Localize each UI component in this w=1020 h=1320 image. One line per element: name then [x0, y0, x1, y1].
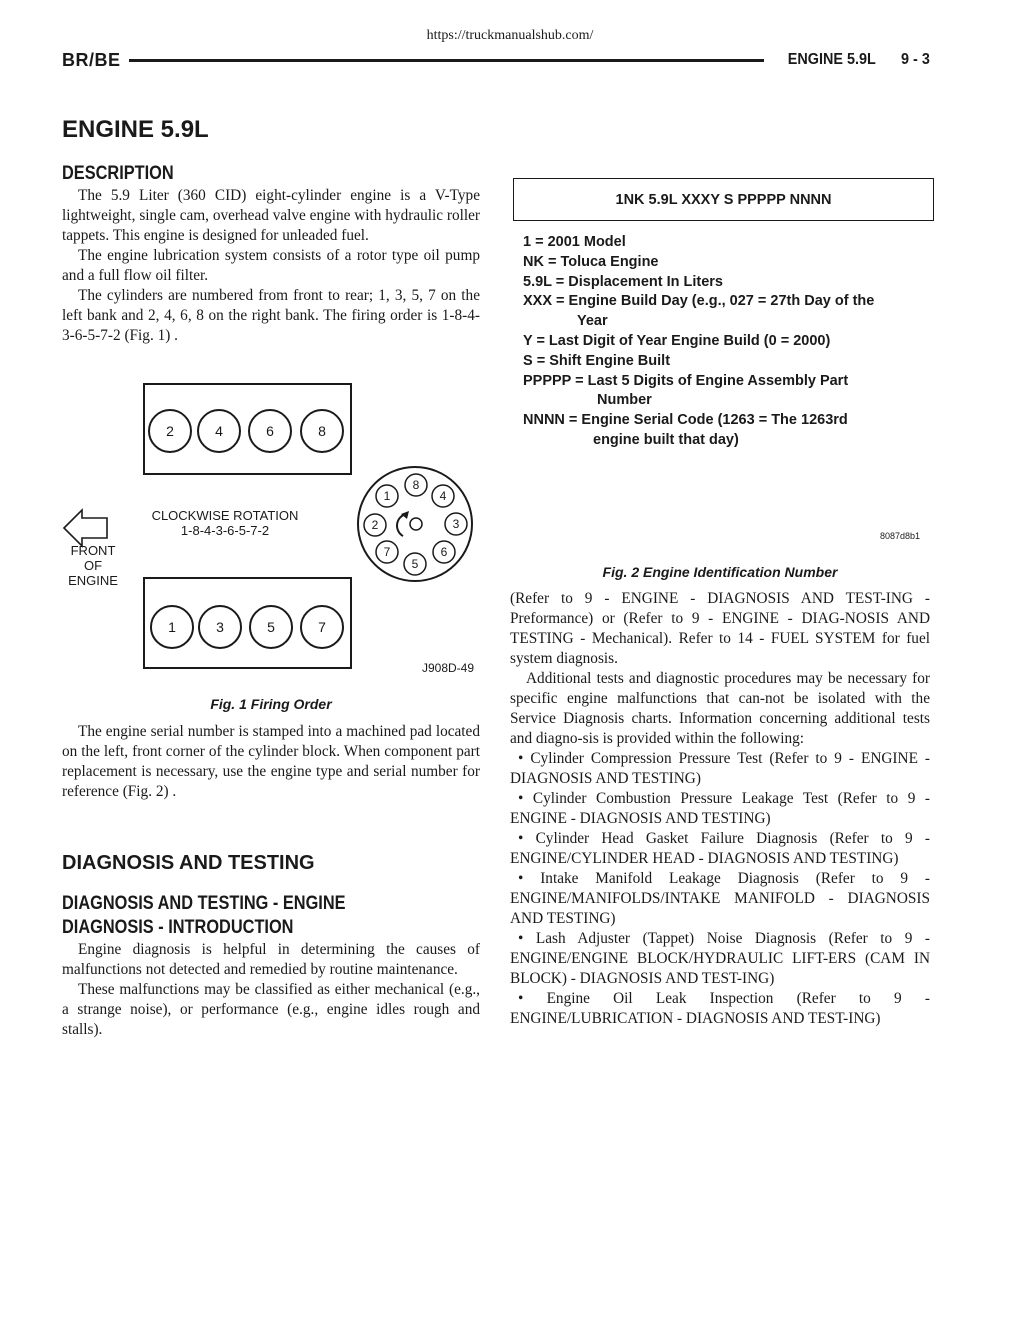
rotation-label: CLOCKWISE ROTATION — [151, 508, 299, 523]
legend-line: Y = Last Digit of Year Engine Build (0 = 2000) — [523, 332, 831, 349]
figure-caption: Fig. 1 Firing Order — [210, 696, 332, 712]
header-section-title: ENGINE 5.9L — [787, 51, 876, 68]
diagnosis-subheading: DIAGNOSIS - INTRODUCTION — [62, 917, 294, 938]
bullet-item: • Cylinder Compression Pressure Test (Refer to 9 - ENGINE - DIAGNOSIS AND TESTING) — [510, 749, 930, 789]
cylinder-label: 4 — [215, 423, 223, 439]
header-page-number: 9 - 3 — [901, 51, 930, 68]
cylinder-label: 6 — [266, 423, 274, 439]
terminal-label: 6 — [440, 545, 448, 559]
terminal-label: 5 — [411, 557, 419, 571]
page-title: ENGINE 5.9L — [62, 116, 209, 143]
header-model: BR/BE — [62, 49, 121, 70]
cylinder-label: 1 — [168, 619, 176, 635]
firing-order-label: 1-8-4-3-6-5-7-2 — [180, 523, 270, 538]
front-label: ENGINE — [68, 573, 118, 588]
fig2-caption-block — [510, 562, 930, 582]
description-section — [62, 162, 480, 346]
serial-paragraph: The engine serial number is stamped into a machined pad located on the left, front corner of the cylinder block. When component part replacement is necessary, use the engine type and serial number for reference (Fig. 2) . — [62, 723, 480, 800]
bullet-item: • Cylinder Head Gasket Failure Diagnosis (Refer to 9 - ENGINE/CYLINDER HEAD - DIAGNOSIS AND TESTING) — [510, 829, 930, 869]
diagnosis-heading: DIAGNOSIS AND TESTING — [62, 852, 315, 874]
rotation-arrow-icon — [397, 514, 406, 536]
header-right — [788, 51, 930, 69]
front-arrow-icon — [64, 510, 107, 546]
fig1-caption-block — [62, 694, 480, 714]
figure-caption: Fig. 2 Engine Identification Number — [602, 564, 838, 580]
terminal-label: 7 — [383, 545, 391, 559]
bullet-item: • Engine Oil Leak Inspection (Refer to 9 - ENGINE/LUBRICATION - DIAGNOSIS AND TEST-ING) — [510, 989, 930, 1029]
terminal-label: 3 — [452, 517, 460, 531]
legend-line: S = Shift Engine Built — [523, 352, 671, 369]
cylinder-label: 3 — [216, 619, 224, 635]
diagnosis-section — [62, 850, 480, 1040]
terminal-label: 1 — [383, 489, 391, 503]
rotor-center — [410, 518, 422, 530]
terminal-label: 8 — [412, 478, 420, 492]
bullet-item: • Lash Adjuster (Tappet) Noise Diagnosis (Refer to 9 - ENGINE/ENGINE BLOCK/HYDRAULIC LIFT-ERS (CAM IN BLOCK) - DIAGNOSIS AND TEST-ING) — [510, 929, 930, 989]
diagnosis-paragraph: Engine diagnosis is helpful in determining the causes of malfunctions not detected and remedied by routine maintenance. — [62, 941, 480, 978]
legend-line: Number — [597, 392, 652, 409]
legend-line: NNNN = Engine Serial Code (1263 = The 1263rd — [523, 412, 848, 429]
cylinder-label: 2 — [166, 423, 174, 439]
description-heading: DESCRIPTION — [62, 163, 174, 184]
cylinder-label: 7 — [318, 619, 326, 635]
cylinder-label: 8 — [318, 423, 326, 439]
legend-line: NK = Toluca Engine — [523, 253, 659, 270]
legend-line: 1 = 2001 Model — [523, 234, 626, 250]
bullet-item: • Intake Manifold Leakage Diagnosis (Refer to 9 - ENGINE/MANIFOLDS/INTAKE MANIFOLD - DIAGNOSIS AND TESTING) — [510, 869, 930, 929]
body-paragraph: (Refer to 9 - ENGINE - DIAGNOSIS AND TEST-ING - Preformance) or (Refer to 9 - ENGINE - DIAG-NOSIS AND TESTING - Mechanical). Refer to 14 - FUEL SYSTEM for fuel system diagnosis. — [510, 590, 930, 667]
terminal-label: 2 — [371, 518, 379, 532]
legend-line: XXX = Engine Build Day (e.g., 027 = 27th Day of the — [523, 293, 875, 310]
legend-line: engine built that day) — [593, 431, 739, 448]
legend-line: PPPPP = Last 5 Digits of Engine Assembly Part — [523, 372, 849, 389]
diagnosis-subheading: DIAGNOSIS AND TESTING - ENGINE — [62, 893, 346, 914]
cylinder-label: 5 — [267, 619, 275, 635]
terminal-label: 4 — [439, 489, 447, 503]
front-label: FRONT — [70, 543, 116, 558]
engine-id-code-box: 1NK 5.9L XXXY S PPPPP NNNN — [513, 178, 934, 221]
figure-code: J908D-49 — [421, 661, 475, 675]
legend-line: Year — [577, 313, 608, 330]
body-paragraph: Additional tests and diagnostic procedures may be necessary for specific engine malfunctions that can-not be isolated with the Service Diagnosis charts. Information concerning additional tests and diagno-sis is provided within the following: — [510, 670, 930, 747]
right-column-text — [510, 589, 930, 1029]
legend-line: 5.9L = Displacement In Liters — [523, 273, 723, 290]
firing-order-diagram — [60, 380, 490, 680]
diagnosis-paragraph: These malfunctions may be classified as either mechanical (e.g., a strange noise), or performance (e.g., engine idles rough and stalls). — [62, 981, 480, 1038]
header-rule — [129, 59, 765, 62]
description-paragraph: The 5.9 Liter (360 CID) eight-cylinder engine is a V-Type lightweight, single cam, overhead valve engine with hydraulic roller tappets. This engine is designed for unleaded fuel. — [62, 187, 480, 244]
description-paragraph: The cylinders are numbered from front to rear; 1, 3, 5, 7 on the left bank and 2, 4, 6, 8 on the right bank. The firing order is 1-8-4-3-6-5-7-2 (Fig. 1) . — [62, 287, 480, 344]
front-label: OF — [83, 558, 103, 573]
engine-id-legend — [523, 233, 933, 451]
bullet-item: • Cylinder Combustion Pressure Leakage Test (Refer to 9 - ENGINE - DIAGNOSIS AND TESTING) — [510, 789, 930, 829]
serial-section — [62, 722, 480, 802]
source-url[interactable]: https://truckmanualshub.com/ — [426, 28, 594, 43]
page-header — [62, 48, 930, 72]
figure-code: 8087d8b1 — [880, 531, 921, 541]
description-paragraph: The engine lubrication system consists of a rotor type oil pump and a full flow oil filter. — [62, 247, 480, 284]
